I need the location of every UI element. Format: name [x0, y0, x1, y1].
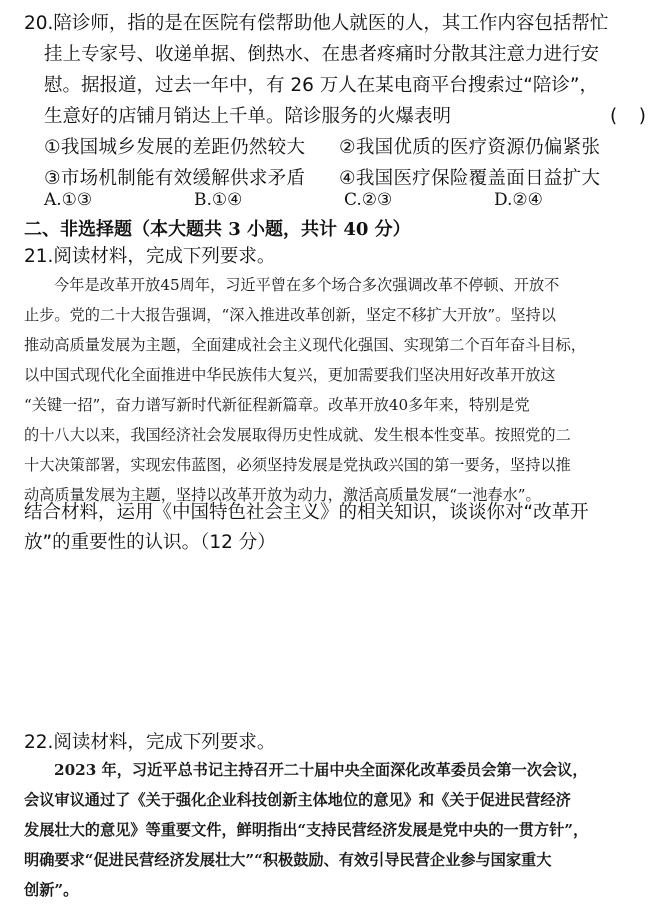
answer-blank[interactable]: [610, 101, 646, 132]
material-line: 的十八大以来，我国经济社会发展取得历史性成就、发生根本性变革。按照党的二: [24, 426, 571, 444]
q20-choices: [44, 188, 644, 212]
choice-c[interactable]: C.②③: [344, 190, 393, 210]
q20-option: ③市场机制能有效缓解供求矛盾: [44, 168, 306, 189]
material-line: 十大决策部署，实现宏伟蓝图，必须坚持发展是党执政兴国的第一要务，坚持以推: [24, 456, 571, 474]
blank-open-paren: (: [610, 106, 618, 127]
q20-stem-line: 20.陪诊师，指的是在医院有偿帮助他人就医的人，其工作内容包括帮忙: [24, 13, 609, 34]
material-line: 今年是改革开放45周年，习近平曾在多个场合多次强调改革不停顿、开放不: [54, 276, 560, 294]
material-line: 明确要求“促进民营经济发展壮大”“积极鼓励、有效引导民营企业参与国家重大: [24, 851, 552, 869]
material-line: 创新”。: [24, 881, 79, 899]
q22-heading: 22.阅读材料，完成下列要求。: [24, 732, 276, 753]
ask-line: 放”的重要性的认识。（12 分）: [24, 532, 276, 553]
q21-heading: 21.阅读材料，完成下列要求。: [24, 246, 276, 267]
q21-material: [24, 270, 648, 510]
blank-close-paren: ): [638, 106, 646, 127]
material-line: 发展壮大的意见》等重要文件，鲜明指出“支持民营经济发展是党中央的一贯方针”，: [24, 821, 589, 839]
q20-option: ①我国城乡发展的差距仍然较大: [44, 137, 306, 158]
material-line: 止步。党的二十大报告强调，“深入推进改革创新，坚定不移扩大开放”。坚持以: [24, 306, 556, 324]
question-20: [24, 8, 654, 194]
material-line: 以中国式现代化全面推进中华民族伟大复兴，更加需要我们坚决用好改革开放这: [24, 366, 556, 384]
q22-material: [24, 755, 648, 905]
q20-stem-line: 慰。据报道，过去一年中，有 26 万人在某电商平台搜索过“陪诊”，: [44, 75, 598, 96]
choice-a[interactable]: A.①③: [44, 190, 93, 210]
material-line: 推动高质量发展为主题，全面建成社会主义现代化强国、实现第二个百年奋斗目标，: [24, 336, 586, 354]
material-line: “关键一招”，奋力谱写新时代新征程新篇章。改革开放40多年来，特别是党: [24, 396, 530, 414]
q20-option: ④我国医疗保险覆盖面日益扩大: [339, 168, 601, 189]
q21-ask: [24, 498, 654, 558]
q20-stem-line: 挂上专家号、收递单据、倒热水、在患者疼痛时分散其注意力进行安: [44, 44, 600, 65]
q20-options-row: [24, 132, 654, 163]
choice-d[interactable]: D.②④: [494, 190, 543, 210]
q20-stem-line: 生意好的店铺月销达上千单。陪诊服务的火爆表明: [44, 106, 452, 127]
material-line: 动高质量发展为主题，坚持以改革开放为动力，激活高质量发展“一池春水”。: [24, 486, 541, 504]
material-line: 会议审议通过了《关于强化企业科技创新主体地位的意见》和《关于促进民营经济: [24, 791, 571, 809]
q20-option: ②我国优质的医疗资源仍偏紧张: [339, 137, 601, 158]
ask-line: 结合材料，运用《中国特色社会主义》的相关知识，谈谈你对“改革开: [24, 502, 589, 523]
section-title: 二、非选择题（本大题共 3 小题，共计 40 分）: [24, 219, 411, 240]
material-line: 2023 年，习近平总书记主持召开二十届中央全面深化改革委员会第一次会议，: [54, 761, 588, 779]
choice-b[interactable]: B.①④: [194, 190, 243, 210]
